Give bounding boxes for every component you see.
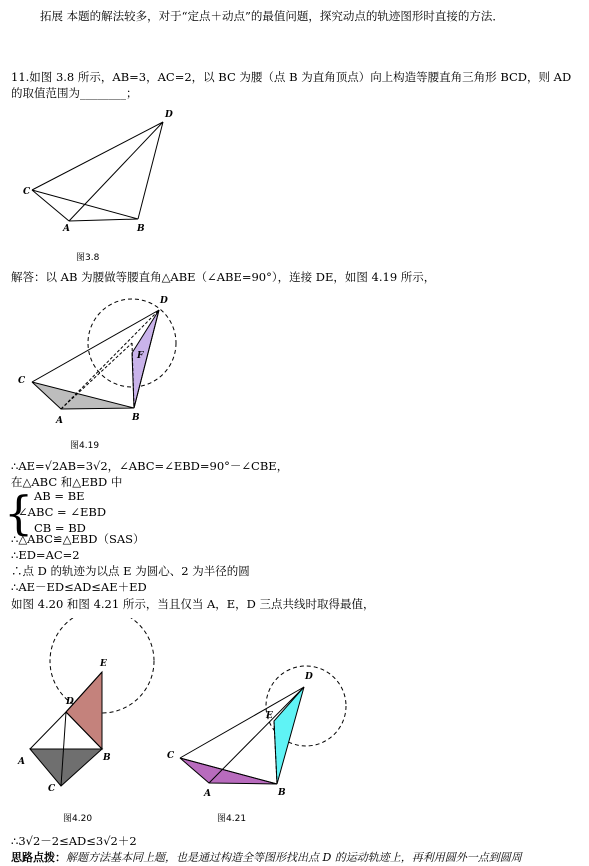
fig420-label-d: D [66, 697, 74, 707]
extension-note: 拓展 本题的解法较多，对于“定点＋动点”的最值问题，探究动点的轨迹图形时直接的方法． [40, 9, 504, 23]
step-2: 在△ABC 和△EBD 中 [11, 475, 123, 489]
final-result: ∴3√2－2≤AD≤3√2＋2 [11, 834, 137, 848]
fig419-label-f: F [137, 351, 144, 361]
fig38-label-d: D [165, 110, 173, 120]
triangle-abc-fill [32, 382, 134, 409]
tip-line [11, 851, 522, 865]
fig421-label-c: C [167, 751, 175, 761]
problem-text-line2: 的取值范围为________； [11, 86, 138, 100]
fig420-label-c: C [48, 784, 56, 794]
triangle-abc-fill [30, 749, 102, 786]
fig420-caption: 图4.20 [63, 814, 93, 824]
step-1: ∴AE=√2AB=3√2，∠ABC=∠EBD=90°－∠CBE， [11, 459, 289, 473]
figure-3-8 [20, 105, 180, 235]
fig38-caption: 图3.8 [76, 253, 100, 263]
fig419-label-c: C [18, 376, 26, 386]
step-5: ∴点 D 的轨迹为以点 E 为圆心、2 为半径的圆 [11, 564, 250, 578]
fig421-label-d: D [305, 672, 313, 682]
answer-line: 解答：以 AB 为腰做等腰直角△ABE（∠ABE=90°），连接 DE，如图 4.19 所示， [11, 270, 436, 284]
fig421-caption: 图4.21 [217, 814, 247, 824]
step-6: ∴AE－ED≤AD≤AE＋ED [11, 580, 147, 594]
fig419-label-a: A [56, 416, 63, 426]
fig420-label-b: B [103, 753, 111, 763]
fig421-label-a: A [204, 789, 211, 799]
fig419-label-d: D [160, 296, 168, 306]
fig38-label-c: C [23, 187, 31, 197]
figure-4-21 [162, 660, 357, 800]
fig420-label-e: E [100, 659, 107, 669]
fig421-label-b: B [278, 788, 286, 798]
triangle-ebd-fill [66, 672, 102, 749]
problem-text-line1: 11.如图 3.8 所示，AB=3，AC=2，以 BC 为腰（点 B 为直角顶点）向上构造等腰直角三角形 BCD，则 AD [11, 70, 572, 84]
fig421-label-e: E [266, 711, 273, 721]
system-eq-1: AB = BE [34, 489, 85, 503]
fig419-label-b: B [132, 413, 140, 423]
system-brace: { [4, 486, 34, 540]
step-4: ∴ED=AC=2 [11, 548, 80, 562]
fig38-label-b: B [137, 224, 145, 234]
tip-text: 解题方法基本同上题，也是通过构造全等图形找出点 D 的运动轨迹上，再利用圆外一点到圆周 [66, 851, 522, 864]
figure-4-19 [14, 290, 189, 430]
system-eq-3: CB = BD [34, 521, 86, 535]
step-3: ∴△ABC≌△EBD（SAS） [11, 532, 145, 546]
step-7: 如图 4.20 和图 4.21 所示，当且仅当 A，E，D 三点共线时取得最值， [11, 597, 375, 611]
figure-4-20 [14, 618, 159, 803]
fig38-label-a: A [63, 224, 70, 234]
fig420-label-a: A [18, 757, 25, 767]
tip-label: 思路点拨： [11, 851, 66, 864]
system-eq-2: ∠ABC = ∠EBD [18, 505, 107, 519]
fig419-caption: 图4.19 [70, 441, 100, 451]
